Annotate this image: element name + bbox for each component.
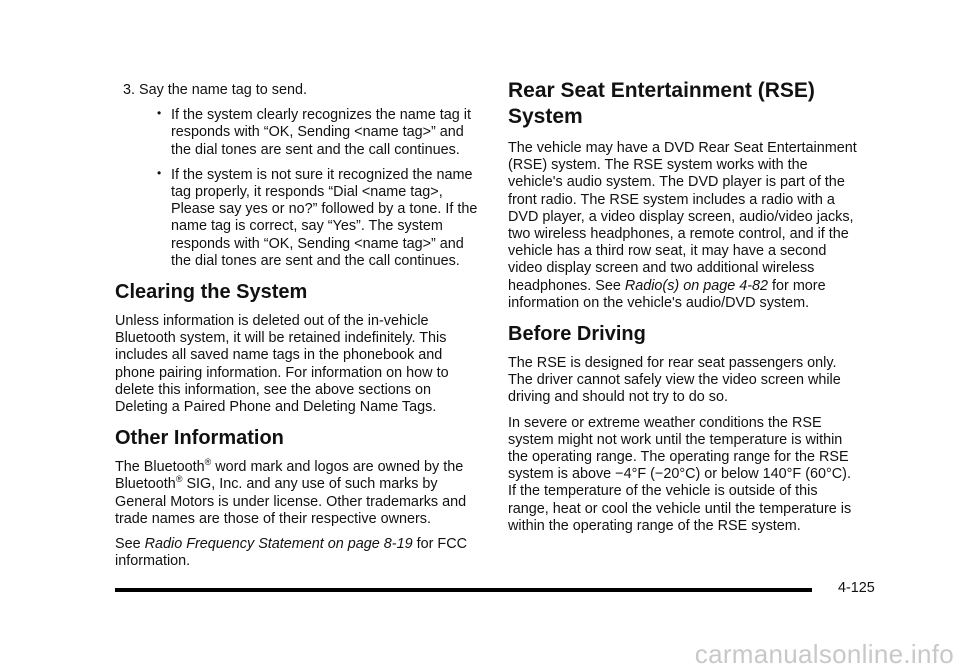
rse-paragraph — [508, 140, 858, 312]
text-run: SIG, Inc. and any use of such marks by General Motors is under license. Other trademarks and trade names are those of their respective owners. — [115, 476, 467, 527]
watermark: carmanualsonline.info — [694, 639, 954, 669]
page-number: 4-125 — [838, 580, 875, 596]
bullet-item — [115, 167, 485, 270]
before-driving-paragraph-1: The RSE is designed for rear seat passengers only. The driver cannot safely view the video screen while driving and should not try to do so. — [508, 355, 841, 406]
radio-reference-link[interactable]: Radio(s) on page 4-82 — [624, 277, 769, 294]
fcc-see-paragraph — [115, 536, 485, 570]
bullet-text: If the system is not sure it recognized the name tag properly, it responds “Dial <name tag>, Please say yes or no?” followed by a tone. If the name tag is correct, say “Yes”. The system responds with “OK, Sending <name tag>” and the dial tones are sent and the call continues. — [171, 166, 478, 269]
clearing-heading: Clearing the System — [115, 281, 308, 304]
fcc-reference-link[interactable]: Radio Frequency Statement on page 8-19 — [144, 536, 413, 553]
bullet-item — [115, 107, 485, 159]
registered-mark: ® — [204, 457, 212, 468]
before-driving-heading: Before Driving — [508, 323, 646, 346]
clearing-paragraph: Unless information is deleted out of the in-vehicle Bluetooth system, it will be retained indefinitely. This includes all saved name tags in the phonebook and phone pairing information. For information on how to delete this information, see the above sections on Deleting a Paired Phone and Deleting Name Tags. — [115, 313, 449, 416]
bullet-text: If the system clearly recognizes the name tag it responds with “OK, Sending <name tag>” and the dial tones are sent and the call continues. — [171, 107, 471, 158]
rse-heading: Rear Seat Entertainment (RSE) System — [508, 79, 815, 128]
other-info-heading: Other Information — [115, 427, 284, 450]
text-run: See — [115, 536, 145, 553]
other-info-paragraph — [115, 459, 485, 528]
text-run: The vehicle may have a DVD Rear Seat Entertainment (RSE) system. The RSE system works with the vehicle's audio system. The DVD player is part of the front radio. The RSE system includes a radio with a DVD player, a video display screen, audio/video jacks, two wireless headphones, a remote control, and if the vehicle has a third row seat, it may have a second video display screen and two additional wireless headphones. See — [508, 140, 857, 294]
bullet-icon: • — [157, 165, 162, 180]
text-run: for more information on the vehicle's audio/DVD system. — [508, 277, 826, 311]
bullet-icon: • — [157, 106, 162, 121]
before-driving-paragraph-2: In severe or extreme weather conditions the RSE system might not work until the temperature is within the operating range. The operating range for the RSE system is above −4°F (−20°C) or below 140°F (60°C). If the temperature of the vehicle is outside of this range, heat or cool the vehicle until the temperature is within the operating range of the RSE system. — [508, 414, 852, 534]
text-run: The Bluetooth — [115, 459, 205, 476]
right-column — [508, 79, 858, 543]
left-column — [115, 82, 485, 578]
text-run: word mark and logos are owned by the Bluetooth — [115, 459, 464, 493]
registered-mark: ® — [175, 474, 183, 485]
footer-rule — [115, 588, 812, 592]
step-3: 3. Say the name tag to send. — [123, 82, 308, 98]
text-run: for FCC information. — [115, 536, 467, 570]
